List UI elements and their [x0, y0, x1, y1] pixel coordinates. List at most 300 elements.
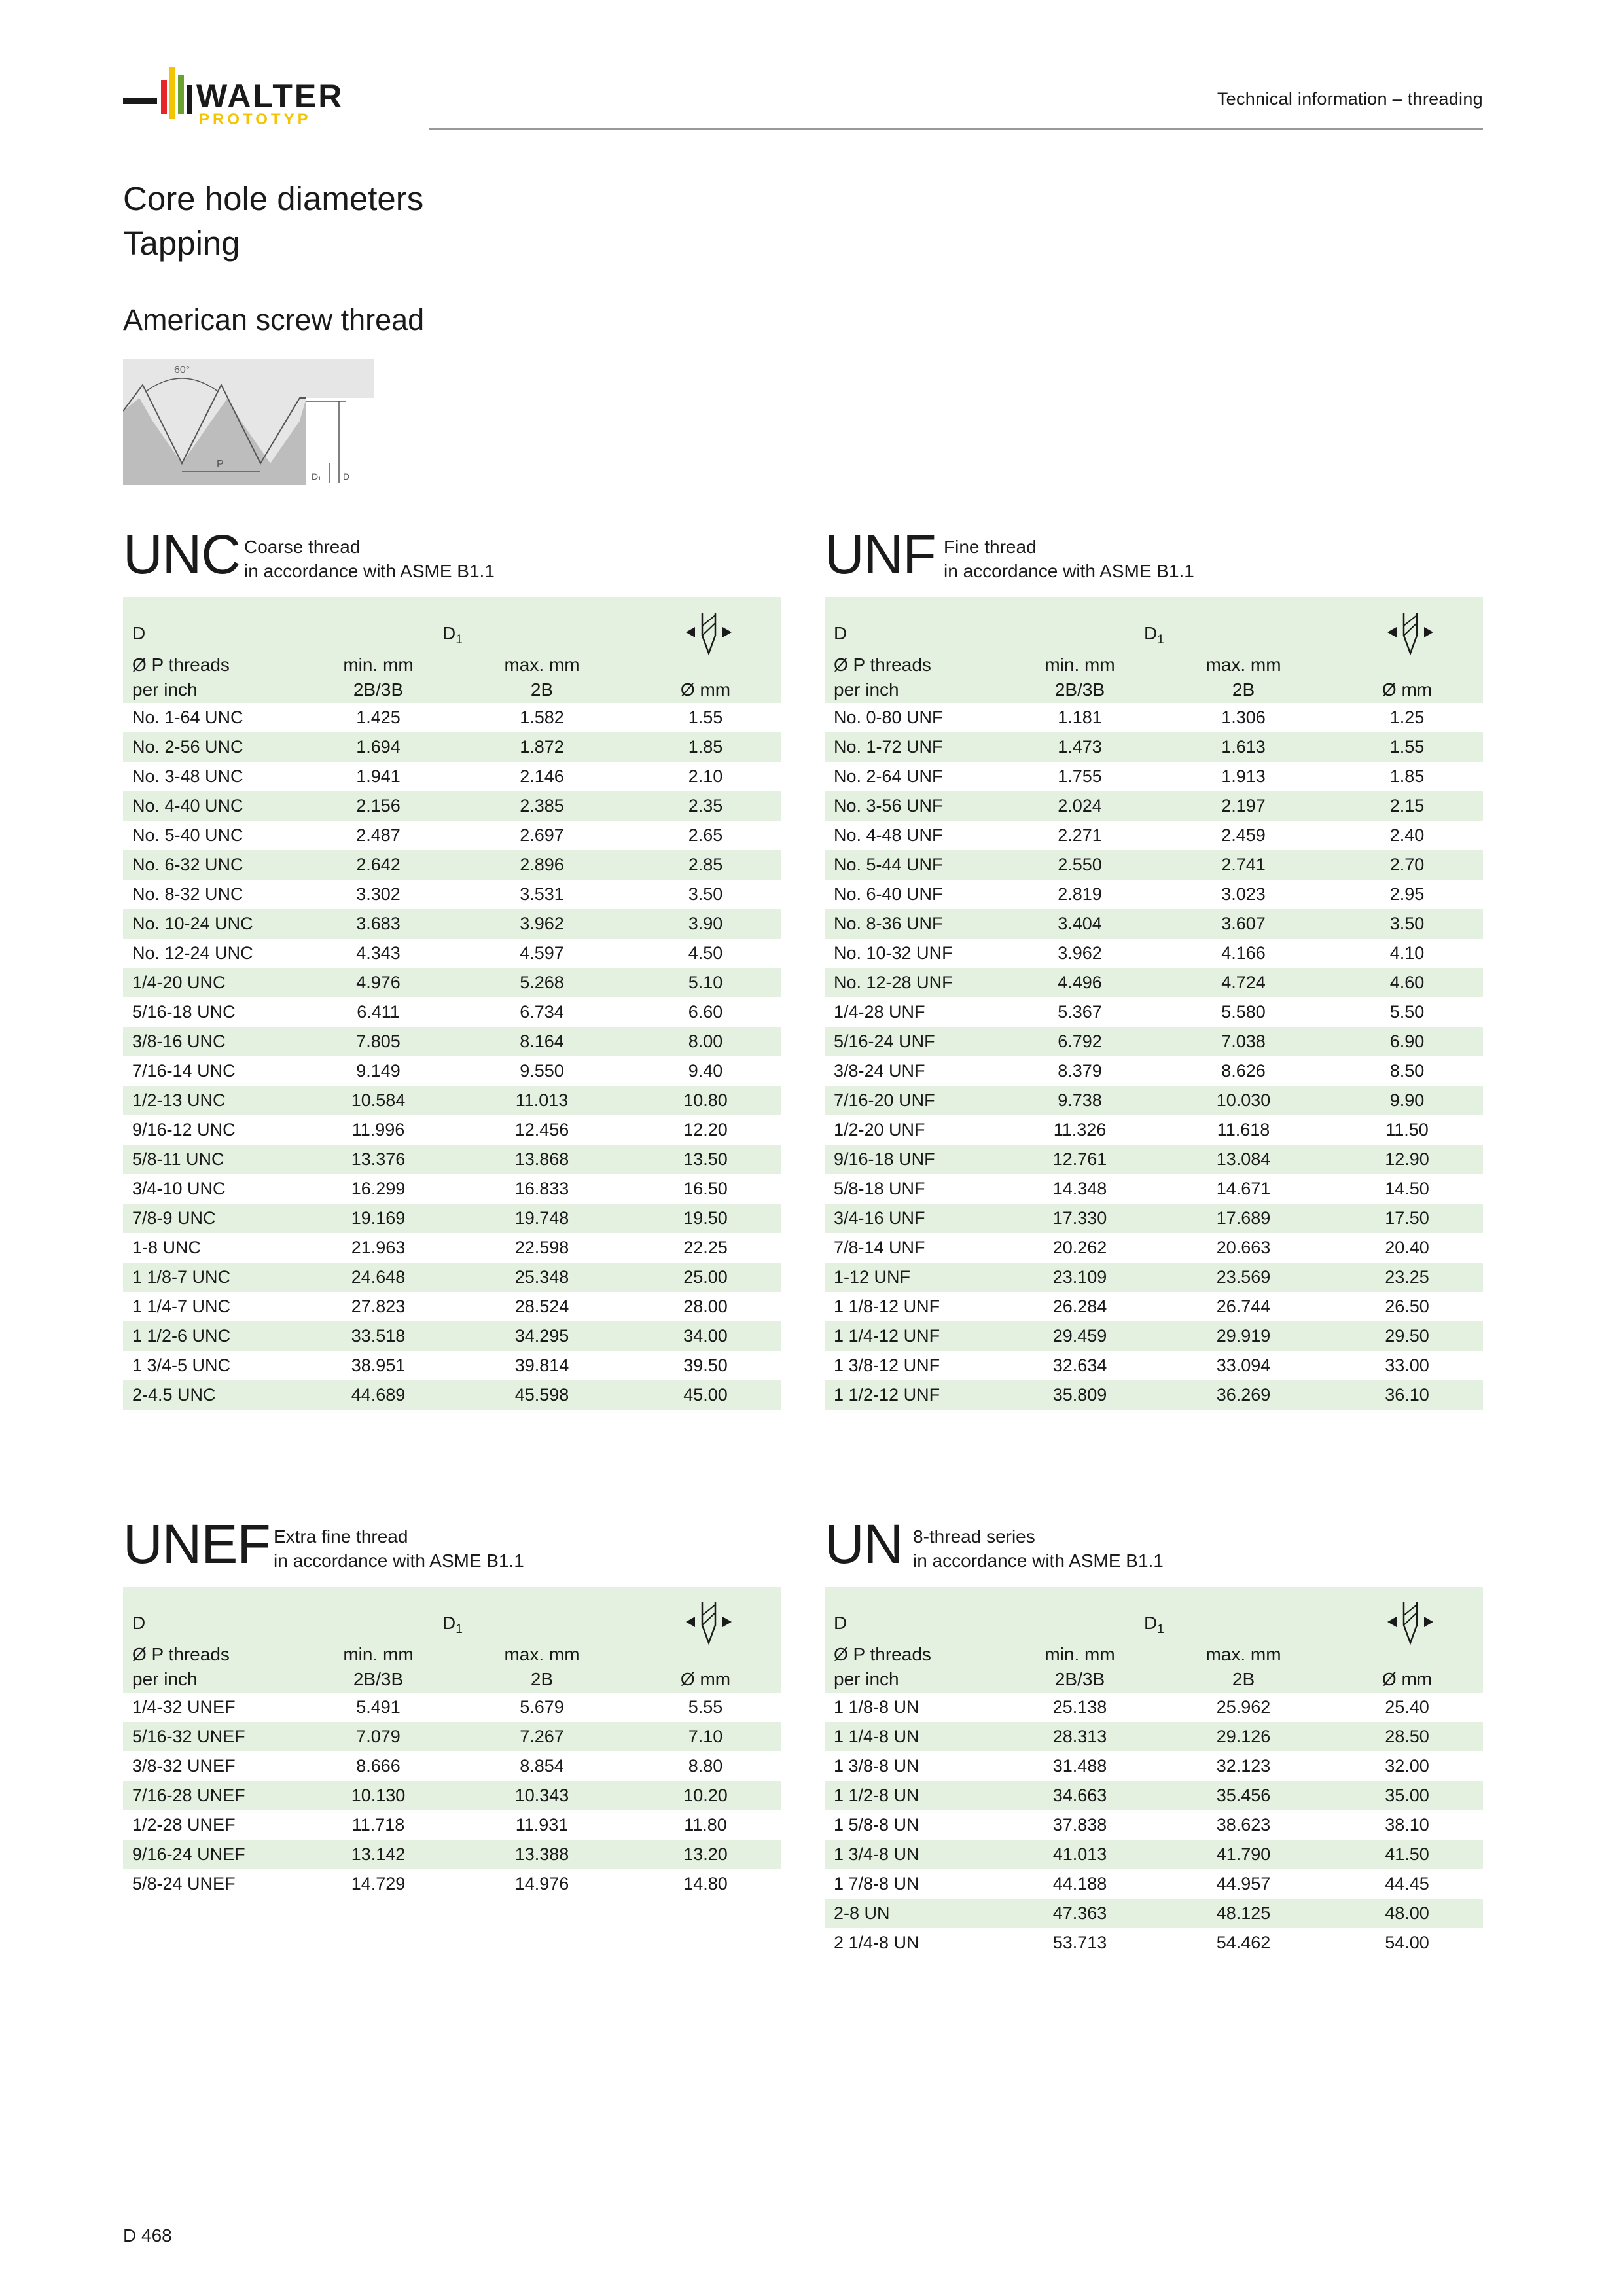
- thread-size-cell: No. 2-64 UNF: [834, 766, 943, 786]
- drill-diameter-cell: 2.95: [1389, 884, 1425, 904]
- drill-diameter-cell: 3.90: [688, 914, 723, 933]
- min-diameter-cell: 19.169: [351, 1208, 406, 1228]
- min-diameter-cell: 4.496: [1058, 973, 1102, 992]
- thread-size-cell: 3/8-32 UNEF: [132, 1756, 236, 1776]
- unef-table: [123, 1587, 781, 1899]
- table-row: [123, 821, 781, 850]
- thread-size-cell: 1 5/8-8 UN: [834, 1815, 919, 1835]
- drill-diameter-cell: 2.35: [688, 796, 723, 816]
- svg-text:WALTER: WALTER: [196, 78, 344, 115]
- min-diameter-cell: 1.755: [1058, 766, 1102, 786]
- drill-diameter-cell: 2.15: [1389, 796, 1425, 816]
- max-diameter-cell: 12.456: [514, 1120, 569, 1139]
- min-diameter-cell: 23.109: [1052, 1267, 1107, 1287]
- drill-diameter-cell: 35.00: [1385, 1785, 1429, 1805]
- drill-diameter-cell: 48.00: [1385, 1903, 1429, 1923]
- thread-size-cell: 1 1/2-6 UNC: [132, 1326, 231, 1346]
- drill-diameter-cell: 4.50: [688, 943, 723, 963]
- min-diameter-cell: 27.823: [351, 1297, 406, 1316]
- max-diameter-cell: 2.697: [520, 825, 564, 845]
- min-diameter-cell: 13.376: [351, 1149, 406, 1169]
- drill-diameter-cell: 28.00: [683, 1297, 728, 1316]
- drill-diameter-cell: 32.00: [1385, 1756, 1429, 1776]
- table-row: [825, 1145, 1483, 1174]
- thread-size-cell: 2-8 UN: [834, 1903, 890, 1923]
- drill-diameter-cell: 8.50: [1389, 1061, 1425, 1081]
- max-diameter-cell: 2.459: [1221, 825, 1266, 845]
- min-diameter-cell: 14.729: [351, 1874, 406, 1893]
- table-row: [825, 1086, 1483, 1115]
- min-diameter-cell: 14.348: [1052, 1179, 1107, 1198]
- min-diameter-cell: 21.963: [351, 1238, 406, 1257]
- max-diameter-cell: 23.569: [1216, 1267, 1271, 1287]
- max-diameter-cell: 38.623: [1216, 1815, 1271, 1835]
- unef-code: UNEF: [123, 1513, 270, 1575]
- max-diameter-cell: 6.734: [520, 1002, 564, 1022]
- thread-size-cell: No. 6-40 UNF: [834, 884, 943, 904]
- table-row: [123, 1174, 781, 1204]
- drill-diameter-cell: 12.90: [1385, 1149, 1429, 1169]
- table-row: [825, 997, 1483, 1027]
- thread-size-cell: 5/8-11 UNC: [132, 1149, 224, 1169]
- drill-diameter-cell: 12.20: [683, 1120, 728, 1139]
- thread-size-cell: 1/2-20 UNF: [834, 1120, 925, 1139]
- max-diameter-cell: 4.597: [520, 943, 564, 963]
- table-row: [123, 1693, 781, 1722]
- table-row: [825, 1174, 1483, 1204]
- table-row: [123, 1321, 781, 1351]
- max-diameter-cell: 33.094: [1216, 1355, 1271, 1375]
- drill-diameter-cell: 13.50: [683, 1149, 728, 1169]
- table-row: [825, 1840, 1483, 1869]
- thread-size-cell: 1 7/8-8 UN: [834, 1874, 919, 1893]
- drill-diameter-cell: 25.00: [683, 1267, 728, 1287]
- drill-diameter-cell: 13.20: [683, 1844, 728, 1864]
- max-diameter-cell: 4.724: [1221, 973, 1266, 992]
- un-table: [825, 1587, 1483, 1958]
- max-diameter-cell: 2.896: [520, 855, 564, 874]
- drill-diameter-cell: 26.50: [1385, 1297, 1429, 1316]
- max-diameter-cell: 29.919: [1216, 1326, 1271, 1346]
- drill-diameter-cell: 44.45: [1385, 1874, 1429, 1893]
- drill-diameter-cell: 17.50: [1385, 1208, 1429, 1228]
- thread-size-cell: No. 4-48 UNF: [834, 825, 943, 845]
- thread-size-cell: 1-8 UNC: [132, 1238, 202, 1257]
- thread-size-cell: 7/16-20 UNF: [834, 1090, 935, 1110]
- thread-size-cell: 1 1/2-12 UNF: [834, 1385, 940, 1405]
- thread-size-cell: 3/8-16 UNC: [132, 1031, 226, 1051]
- table-row: [123, 1292, 781, 1321]
- page-title: Core hole diameters Tapping: [123, 180, 424, 262]
- max-diameter-cell: 28.524: [514, 1297, 569, 1316]
- table-row: [123, 1380, 781, 1410]
- max-diameter-cell: 41.790: [1216, 1844, 1271, 1864]
- unf-table: [825, 597, 1483, 1410]
- table-row: [825, 909, 1483, 939]
- table-row: [123, 1233, 781, 1263]
- drill-diameter-cell: 3.50: [688, 884, 723, 904]
- thread-size-cell: No. 2-56 UNC: [132, 737, 243, 757]
- min-diameter-cell: 25.138: [1052, 1697, 1107, 1717]
- min-diameter-cell: 34.663: [1052, 1785, 1107, 1805]
- min-diameter-cell: 10.130: [351, 1785, 406, 1805]
- min-diameter-cell: 3.302: [356, 884, 401, 904]
- thread-size-cell: No. 1-72 UNF: [834, 737, 943, 757]
- drill-diameter-cell: 14.50: [1385, 1179, 1429, 1198]
- thread-size-cell: 7/8-9 UNC: [132, 1208, 216, 1228]
- min-diameter-cell: 2.819: [1058, 884, 1102, 904]
- thread-size-cell: No. 10-24 UNC: [132, 914, 253, 933]
- table-row: [123, 997, 781, 1027]
- max-diameter-cell: 4.166: [1221, 943, 1266, 963]
- thread-size-cell: 3/4-10 UNC: [132, 1179, 226, 1198]
- thread-size-cell: 7/8-14 UNF: [834, 1238, 925, 1257]
- table-row: [825, 1292, 1483, 1321]
- drill-diameter-cell: 5.10: [688, 973, 723, 992]
- max-diameter-cell: 8.854: [520, 1756, 564, 1776]
- thread-size-cell: 1/2-28 UNEF: [132, 1815, 236, 1835]
- table-row: [825, 939, 1483, 968]
- max-diameter-cell: 1.613: [1221, 737, 1266, 757]
- thread-size-cell: 5/16-18 UNC: [132, 1002, 236, 1022]
- table-row: [825, 732, 1483, 762]
- table-row: [123, 1810, 781, 1840]
- table-row: [825, 821, 1483, 850]
- drill-diameter-cell: 16.50: [683, 1179, 728, 1198]
- drill-diameter-cell: 10.80: [683, 1090, 728, 1110]
- table-row: [123, 732, 781, 762]
- table-row: [825, 1722, 1483, 1751]
- drill-diameter-cell: 54.00: [1385, 1933, 1429, 1952]
- table-row: [123, 1263, 781, 1292]
- min-diameter-cell: 9.149: [356, 1061, 401, 1081]
- thread-size-cell: 5/8-18 UNF: [834, 1179, 925, 1198]
- table-row: [123, 762, 781, 791]
- thread-size-cell: 9/16-24 UNEF: [132, 1844, 245, 1864]
- drill-diameter-cell: 4.10: [1389, 943, 1425, 963]
- drill-diameter-cell: 2.85: [688, 855, 723, 874]
- drill-diameter-cell: 1.25: [1389, 708, 1425, 727]
- min-diameter-cell: 1.181: [1058, 708, 1102, 727]
- thread-size-cell: No. 10-32 UNF: [834, 943, 953, 963]
- min-diameter-cell: 20.262: [1052, 1238, 1107, 1257]
- max-diameter-cell: 19.748: [514, 1208, 569, 1228]
- min-diameter-cell: 2.271: [1058, 825, 1102, 845]
- table-row: [825, 1693, 1483, 1722]
- min-diameter-cell: 44.188: [1052, 1874, 1107, 1893]
- max-diameter-cell: 5.679: [520, 1697, 564, 1717]
- max-diameter-cell: 29.126: [1216, 1727, 1271, 1746]
- max-diameter-cell: 36.269: [1216, 1385, 1271, 1405]
- min-diameter-cell: 5.491: [356, 1697, 401, 1717]
- drill-diameter-cell: 3.50: [1389, 914, 1425, 933]
- table-row: [825, 1781, 1483, 1810]
- thread-size-cell: 1 1/8-7 UNC: [132, 1267, 231, 1287]
- min-diameter-cell: 2.156: [356, 796, 401, 816]
- table-header: D $D_1$ Ø P threads per inch min. mm 2B/3B max. mm 2B Ø mm: [825, 597, 1483, 703]
- thread-size-cell: 1 1/8-8 UN: [834, 1697, 919, 1717]
- drill-diameter-cell: 1.55: [688, 708, 723, 727]
- drill-diameter-cell: 22.25: [683, 1238, 728, 1257]
- table-header: D $D_1$ Ø P threads per inch min. mm 2B/3B max. mm 2B Ø mm: [123, 1587, 781, 1693]
- min-diameter-cell: 9.738: [1058, 1090, 1102, 1110]
- drill-diameter-cell: 9.90: [1389, 1090, 1425, 1110]
- min-diameter-cell: 53.713: [1052, 1933, 1107, 1952]
- thread-size-cell: 1/4-28 UNF: [834, 1002, 925, 1022]
- drill-diameter-cell: 25.40: [1385, 1697, 1429, 1717]
- drill-diameter-cell: 11.50: [1385, 1120, 1429, 1139]
- min-diameter-cell: 3.404: [1058, 914, 1102, 933]
- unc-description: Coarse thread in accordance with ASME B1.1: [244, 537, 495, 581]
- min-diameter-cell: 44.689: [351, 1385, 406, 1405]
- min-diameter-cell: 8.666: [356, 1756, 401, 1776]
- max-diameter-cell: 25.962: [1216, 1697, 1271, 1717]
- drill-diameter-cell: 8.00: [688, 1031, 723, 1051]
- max-diameter-cell: 35.456: [1216, 1785, 1271, 1805]
- min-diameter-cell: 16.299: [351, 1179, 406, 1198]
- drill-diameter-cell: 11.80: [684, 1815, 727, 1835]
- table-row: [123, 939, 781, 968]
- table-row: [825, 1351, 1483, 1380]
- table-row: [123, 1722, 781, 1751]
- min-diameter-cell: 3.962: [1058, 943, 1102, 963]
- max-diameter-cell: 8.626: [1221, 1061, 1266, 1081]
- table-row: [825, 1233, 1483, 1263]
- max-diameter-cell: 20.663: [1216, 1238, 1271, 1257]
- drill-diameter-cell: 1.85: [688, 737, 723, 757]
- walter-prototyp-logo: [123, 60, 398, 132]
- max-diameter-cell: 2.741: [1221, 855, 1266, 874]
- max-diameter-cell: 45.598: [514, 1385, 569, 1405]
- max-diameter-cell: 3.531: [520, 884, 564, 904]
- thread-size-cell: 1 1/4-8 UN: [834, 1727, 919, 1746]
- max-diameter-cell: 10.343: [514, 1785, 569, 1805]
- min-diameter-cell: 11.996: [351, 1120, 405, 1139]
- thread-size-cell: 9/16-12 UNC: [132, 1120, 236, 1139]
- thread-size-cell: 2 1/4-8 UN: [834, 1933, 919, 1952]
- table-row: [123, 1751, 781, 1781]
- svg-text:PROTOTYP: PROTOTYP: [199, 111, 312, 128]
- min-diameter-cell: 29.459: [1052, 1326, 1107, 1346]
- max-diameter-cell: 32.123: [1216, 1756, 1271, 1776]
- drill-diameter-cell: 9.40: [688, 1061, 723, 1081]
- section-title: American screw thread: [123, 303, 425, 336]
- max-diameter-cell: 48.125: [1216, 1903, 1271, 1923]
- table-row: [825, 791, 1483, 821]
- min-diameter-cell: 4.343: [356, 943, 401, 963]
- table-row: [123, 1351, 781, 1380]
- un-code: UN: [825, 1513, 903, 1575]
- table-header: D $D_1$ Ø P threads per inch min. mm 2B/3B max. mm 2B Ø mm: [123, 597, 781, 703]
- table-row: [825, 703, 1483, 732]
- max-diameter-cell: 7.267: [520, 1727, 564, 1746]
- thread-size-cell: No. 8-32 UNC: [132, 884, 243, 904]
- thread-size-cell: 3/4-16 UNF: [834, 1208, 925, 1228]
- max-diameter-cell: 1.582: [520, 708, 564, 727]
- max-diameter-cell: 1.872: [520, 737, 564, 757]
- drill-diameter-cell: 19.50: [683, 1208, 728, 1228]
- drill-diameter-cell: 6.90: [1389, 1031, 1425, 1051]
- min-diameter-cell: 1.473: [1058, 737, 1102, 757]
- min-diameter-cell: 35.809: [1052, 1385, 1107, 1405]
- max-diameter-cell: 2.146: [520, 766, 564, 786]
- table-row: [825, 1056, 1483, 1086]
- unf-code: UNF: [825, 524, 936, 585]
- drill-diameter-cell: 14.80: [683, 1874, 728, 1893]
- min-diameter-cell: 37.838: [1052, 1815, 1107, 1835]
- min-diameter-cell: 1.694: [356, 737, 401, 757]
- thread-size-cell: 1-12 UNF: [834, 1267, 911, 1287]
- svg-text:P: P: [217, 459, 224, 470]
- max-diameter-cell: 54.462: [1216, 1933, 1271, 1952]
- min-diameter-cell: 2.642: [356, 855, 401, 874]
- thread-size-cell: No. 12-28 UNF: [834, 973, 953, 992]
- thread-size-cell: 1 1/4-12 UNF: [834, 1326, 940, 1346]
- thread-size-cell: No. 5-40 UNC: [132, 825, 243, 845]
- thread-size-cell: 1 1/2-8 UN: [834, 1785, 919, 1805]
- table-row: [123, 1027, 781, 1056]
- table-row: [825, 1928, 1483, 1958]
- min-diameter-cell: 31.488: [1052, 1756, 1107, 1776]
- page-number: D 468: [123, 2225, 172, 2246]
- table-row: [123, 909, 781, 939]
- max-diameter-cell: 9.550: [520, 1061, 564, 1081]
- table-row: [825, 1204, 1483, 1233]
- thread-profile-diagram: [123, 359, 374, 485]
- table-row: [123, 1115, 781, 1145]
- table-row: [825, 1115, 1483, 1145]
- table-row: [825, 1869, 1483, 1899]
- table-row: [123, 1056, 781, 1086]
- table-row: [123, 1086, 781, 1115]
- drill-diameter-cell: 6.60: [688, 1002, 723, 1022]
- un-description: 8-thread series in accordance with ASME B1.1: [913, 1526, 1164, 1571]
- max-diameter-cell: 10.030: [1216, 1090, 1271, 1110]
- table-row: [825, 1321, 1483, 1351]
- thread-size-cell: 5/16-24 UNF: [834, 1031, 935, 1051]
- table-row: [825, 1027, 1483, 1056]
- min-diameter-cell: 7.805: [356, 1031, 401, 1051]
- max-diameter-cell: 1.913: [1221, 766, 1266, 786]
- tap-drill-icon: [679, 606, 738, 658]
- thread-size-cell: 1 3/8-8 UN: [834, 1756, 919, 1776]
- thread-size-cell: No. 3-56 UNF: [834, 796, 943, 816]
- table-row: [825, 1810, 1483, 1840]
- thread-size-cell: 7/16-28 UNEF: [132, 1785, 245, 1805]
- min-diameter-cell: 12.761: [1052, 1149, 1107, 1169]
- max-diameter-cell: 11.931: [515, 1815, 569, 1835]
- table-row: [825, 1899, 1483, 1928]
- table-row: [825, 850, 1483, 880]
- min-diameter-cell: 10.584: [351, 1090, 406, 1110]
- max-diameter-cell: 5.268: [520, 973, 564, 992]
- thread-size-cell: 1/4-20 UNC: [132, 973, 226, 992]
- max-diameter-cell: 13.388: [514, 1844, 569, 1864]
- min-diameter-cell: 2.487: [356, 825, 401, 845]
- header-divider: [429, 128, 1483, 130]
- max-diameter-cell: 25.348: [514, 1267, 569, 1287]
- min-diameter-cell: 33.518: [351, 1326, 406, 1346]
- max-diameter-cell: 5.580: [1221, 1002, 1266, 1022]
- drill-diameter-cell: 36.10: [1385, 1385, 1429, 1405]
- drill-diameter-cell: 1.55: [1389, 737, 1425, 757]
- thread-size-cell: No. 8-36 UNF: [834, 914, 943, 933]
- max-diameter-cell: 3.023: [1221, 884, 1266, 904]
- thread-size-cell: 1 1/4-7 UNC: [132, 1297, 231, 1316]
- thread-size-cell: No. 1-64 UNC: [132, 708, 243, 727]
- drill-diameter-cell: 8.80: [688, 1756, 723, 1776]
- drill-diameter-cell: 7.10: [688, 1727, 723, 1746]
- min-diameter-cell: 6.411: [357, 1002, 400, 1022]
- table-row: [123, 968, 781, 997]
- drill-diameter-cell: 2.65: [688, 825, 723, 845]
- drill-diameter-cell: 1.85: [1389, 766, 1425, 786]
- min-diameter-cell: 3.683: [356, 914, 401, 933]
- min-diameter-cell: 28.313: [1052, 1727, 1107, 1746]
- table-row: [825, 1263, 1483, 1292]
- min-diameter-cell: 26.284: [1052, 1297, 1107, 1316]
- table-row: [123, 1781, 781, 1810]
- thread-size-cell: 1/4-32 UNEF: [132, 1697, 236, 1717]
- thread-size-cell: No. 0-80 UNF: [834, 708, 943, 727]
- drill-diameter-cell: 23.25: [1385, 1267, 1429, 1287]
- table-row: [123, 1840, 781, 1869]
- table-row: [825, 1380, 1483, 1410]
- drill-diameter-cell: 10.20: [683, 1785, 728, 1805]
- max-diameter-cell: 17.689: [1216, 1208, 1271, 1228]
- thread-size-cell: No. 3-48 UNC: [132, 766, 243, 786]
- unef-description: Extra fine thread in accordance with ASME B1.1: [274, 1526, 524, 1571]
- max-diameter-cell: 7.038: [1221, 1031, 1266, 1051]
- min-diameter-cell: 47.363: [1052, 1903, 1107, 1923]
- table-row: [123, 703, 781, 732]
- min-diameter-cell: 7.079: [356, 1727, 401, 1746]
- max-diameter-cell: 11.013: [515, 1090, 569, 1110]
- thread-size-cell: No. 4-40 UNC: [132, 796, 243, 816]
- thread-size-cell: 3/8-24 UNF: [834, 1061, 925, 1081]
- drill-diameter-cell: 5.55: [688, 1697, 723, 1717]
- table-row: [123, 1145, 781, 1174]
- table-row: [123, 1204, 781, 1233]
- max-diameter-cell: 2.385: [520, 796, 564, 816]
- table-row: [123, 850, 781, 880]
- drill-diameter-cell: 29.50: [1385, 1326, 1429, 1346]
- max-diameter-cell: 8.164: [520, 1031, 564, 1051]
- min-diameter-cell: 11.326: [1053, 1120, 1107, 1139]
- drill-diameter-cell: 33.00: [1385, 1355, 1429, 1375]
- thread-size-cell: 1 3/4-8 UN: [834, 1844, 919, 1864]
- drill-diameter-cell: 28.50: [1385, 1727, 1429, 1746]
- drill-diameter-cell: 20.40: [1385, 1238, 1429, 1257]
- table-row: [825, 1751, 1483, 1781]
- max-diameter-cell: 11.618: [1217, 1120, 1270, 1139]
- min-diameter-cell: 1.425: [356, 708, 401, 727]
- max-diameter-cell: 16.833: [514, 1179, 569, 1198]
- drill-diameter-cell: 39.50: [683, 1355, 728, 1375]
- svg-text:60°: 60°: [174, 365, 190, 376]
- thread-size-cell: No. 12-24 UNC: [132, 943, 253, 963]
- min-diameter-cell: 11.718: [351, 1815, 405, 1835]
- unf-description: Fine thread in accordance with ASME B1.1: [944, 537, 1194, 581]
- svg-text:D: D: [343, 471, 350, 482]
- tap-drill-icon: [1381, 1596, 1440, 1648]
- min-diameter-cell: 41.013: [1052, 1844, 1107, 1864]
- max-diameter-cell: 44.957: [1216, 1874, 1271, 1893]
- tap-drill-icon: [1381, 606, 1440, 658]
- thread-size-cell: 7/16-14 UNC: [132, 1061, 236, 1081]
- thread-size-cell: 1 3/4-5 UNC: [132, 1355, 231, 1375]
- max-diameter-cell: 39.814: [514, 1355, 569, 1375]
